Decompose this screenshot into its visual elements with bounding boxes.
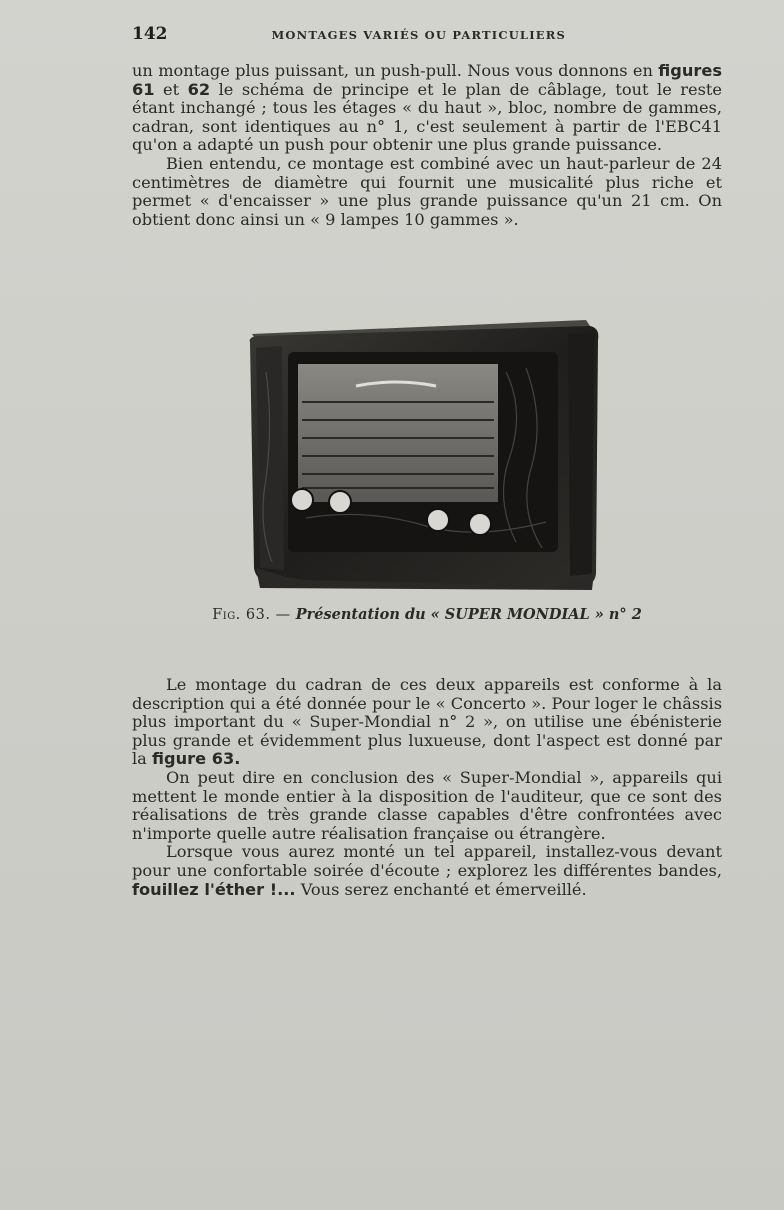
paragraph: Bien entendu, ce montage est combiné avec un haut-parleur de 24 centimètres de diamètre qui fournit une musicalité plus riche et permet « d'encaisser » une plus grande puissance qu'un 21 cm. On obtient donc ainsi un « 9 lampes 10 gammes ». — [132, 153, 722, 229]
figure-reference: figures 61 — [132, 61, 722, 99]
caption-label: Fig. 63. — — [212, 607, 296, 623]
figure-reference: 62 — [187, 79, 211, 99]
page-number: 142 — [132, 24, 168, 44]
caption-title: Présentation du « SUPER MONDIAL » n° 2 — [295, 606, 642, 623]
text-run: un montage plus puissant, un push-pull. Nous vous donnons en — [132, 61, 659, 80]
bottom-text-block — [132, 676, 722, 899]
top-text-block — [132, 62, 722, 229]
radio-cabinet-illustration-icon — [246, 312, 602, 594]
page-header — [132, 24, 722, 44]
paragraph — [132, 62, 722, 155]
text-run: Le montage du cadran de ces deux appareils est conforme à la description qui a été donnée pour le « Concerto ». Pour loger le châssis plus important du « Super-Mondial n° 2 », on utilise une ébénisterie plus grande et évidemment plus luxueuse, dont l'aspect est donné par la — [132, 675, 722, 769]
text-run: le schéma de principe et le plan de câblage, tout le reste étant inchangé ; tous les étages « du haut », bloc, nombre de gammes, cadran, sont identiques au n° 1, c'est seulement à partir de l'EBC41 qu'on a adapté un push pour obtenir une plus grande puissance. — [132, 79, 722, 155]
text-run: et — [154, 79, 188, 99]
figure-reference: figure 63. — [151, 749, 241, 769]
paragraph — [132, 843, 722, 899]
paragraph — [132, 676, 722, 769]
running-head: MONTAGES VARIÉS OU PARTICULIERS — [271, 28, 567, 42]
emphasis-text: fouillez l'éther !... — [132, 879, 296, 899]
text-run: Vous serez enchanté et émerveillé. — [295, 879, 587, 899]
paragraph: On peut dire en conclusion des « Super-Mondial », appareils qui mettent le monde entier à la disposition de l'auditeur, que ce sont des réalisations de très grande classe capables d'être confrontées avec n'importe quelle autre réalisation française ou étrangère. — [132, 767, 722, 843]
text-run: Lorsque vous aurez monté un tel appareil, installez-vous devant pour une confortable soirée d'écoute ; explorez les différentes bandes, — [132, 842, 722, 880]
figure-caption — [132, 606, 722, 623]
